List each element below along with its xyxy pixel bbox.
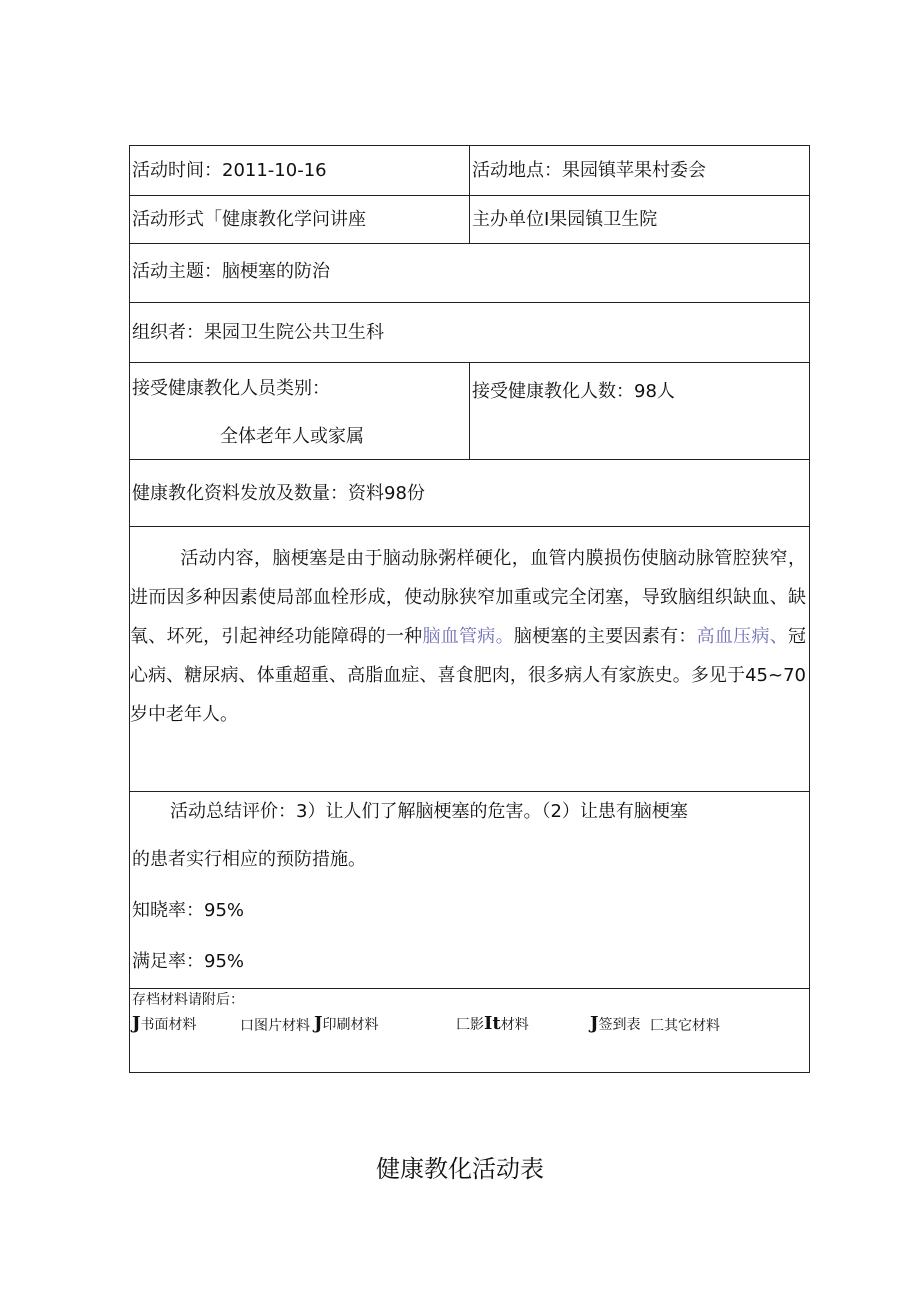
recipient-count: 接受健康教化人数：98人 — [472, 381, 675, 402]
host-unit: 主办单位I果园镇卫生院 — [472, 209, 658, 230]
archive-option-written[interactable] — [132, 1015, 197, 1034]
column-divider — [469, 363, 470, 459]
activity-form-table — [129, 145, 810, 1073]
row-time-place — [130, 146, 809, 196]
summary-line-1: 活动总结评价：3）让人们了解脑梗塞的危害。（2）让患有脑梗塞 — [170, 801, 688, 822]
content-text-3: 冠心病、糖尿病、体重超重、高脂血症、喜食肥肉，很多病人有家族史。多见于45~70岁中老年人。 — [130, 626, 807, 725]
row-form-host — [130, 196, 809, 244]
row-materials — [130, 460, 809, 527]
pictures-label: 图片材料 — [254, 1018, 310, 1034]
archive-option-signin[interactable] — [590, 1015, 641, 1034]
content-text-1: 活动内容，脑梗塞是由于脑动脉粥样硬化，血管内膜损伤使脑动脉管腔狭窄，进而因多种因素使局部血栓形成，使动脉狭窄加重或完全闭塞，导致脑组织缺血、缺氧、坏死，引起神经功能障碍的一种 — [130, 548, 806, 647]
video-label-a: 影 — [470, 1017, 484, 1033]
column-divider — [469, 146, 470, 195]
archive-option-other[interactable] — [650, 1017, 720, 1035]
printed-check-mark: J — [314, 1013, 323, 1034]
printed-label: 印刷材料 — [322, 1017, 379, 1033]
row-recipients — [130, 363, 809, 460]
other-label: 其它材料 — [664, 1018, 720, 1034]
satisfaction-rate: 满足率：95% — [132, 951, 245, 972]
recipient-category-label: 接受健康教化人员类别： — [132, 378, 330, 399]
row-archive — [130, 989, 809, 1074]
activity-theme: 活动主题：脑梗塞的防治 — [132, 261, 330, 282]
video-label-b: 材料 — [500, 1017, 529, 1033]
activity-place: 活动地点：果园镇苹果村委会 — [472, 160, 706, 181]
summary-line-2: 的患者实行相应的预防措施。 — [132, 849, 366, 870]
archive-option-pictures[interactable] — [240, 1017, 310, 1035]
awareness-rate: 知晓率：95% — [132, 900, 245, 921]
archive-label: 存档材料请附后： — [132, 992, 244, 1008]
row-content — [130, 527, 809, 792]
row-theme — [130, 244, 809, 303]
other-checkbox: 匚 — [650, 1018, 664, 1034]
archive-option-video[interactable] — [456, 1015, 529, 1034]
signin-check-mark: J — [590, 1013, 599, 1034]
pictures-checkbox: 口 — [240, 1018, 254, 1034]
link-cerebrovascular-disease[interactable]: 脑血管病。 — [422, 626, 514, 647]
written-check-mark: J — [132, 1013, 141, 1034]
video-label-it: It — [484, 1013, 501, 1034]
video-checkbox: 匚 — [456, 1017, 470, 1033]
signin-label: 签到表 — [598, 1017, 641, 1033]
document-title: 健康教化活动表 — [376, 1155, 544, 1183]
link-hypertension[interactable]: 高血压病、 — [696, 626, 789, 647]
activity-time: 活动时间：2011-10-16 — [132, 160, 327, 181]
row-summary — [130, 792, 809, 989]
archive-option-printed[interactable] — [314, 1015, 379, 1034]
content-text-2: 脑梗塞的主要因素有： — [513, 626, 697, 647]
activity-form: 活动形式「健康教化学问讲座 — [132, 209, 366, 230]
recipient-category-value: 全体老年人或家属 — [220, 426, 364, 447]
written-label: 书面材料 — [140, 1017, 197, 1033]
materials-distributed: 健康教化资料发放及数量：资料98份 — [132, 483, 425, 504]
activity-content — [130, 539, 806, 734]
column-divider — [469, 196, 470, 243]
row-organizer — [130, 303, 809, 363]
organizer: 组织者：果园卫生院公共卫生科 — [132, 322, 384, 343]
